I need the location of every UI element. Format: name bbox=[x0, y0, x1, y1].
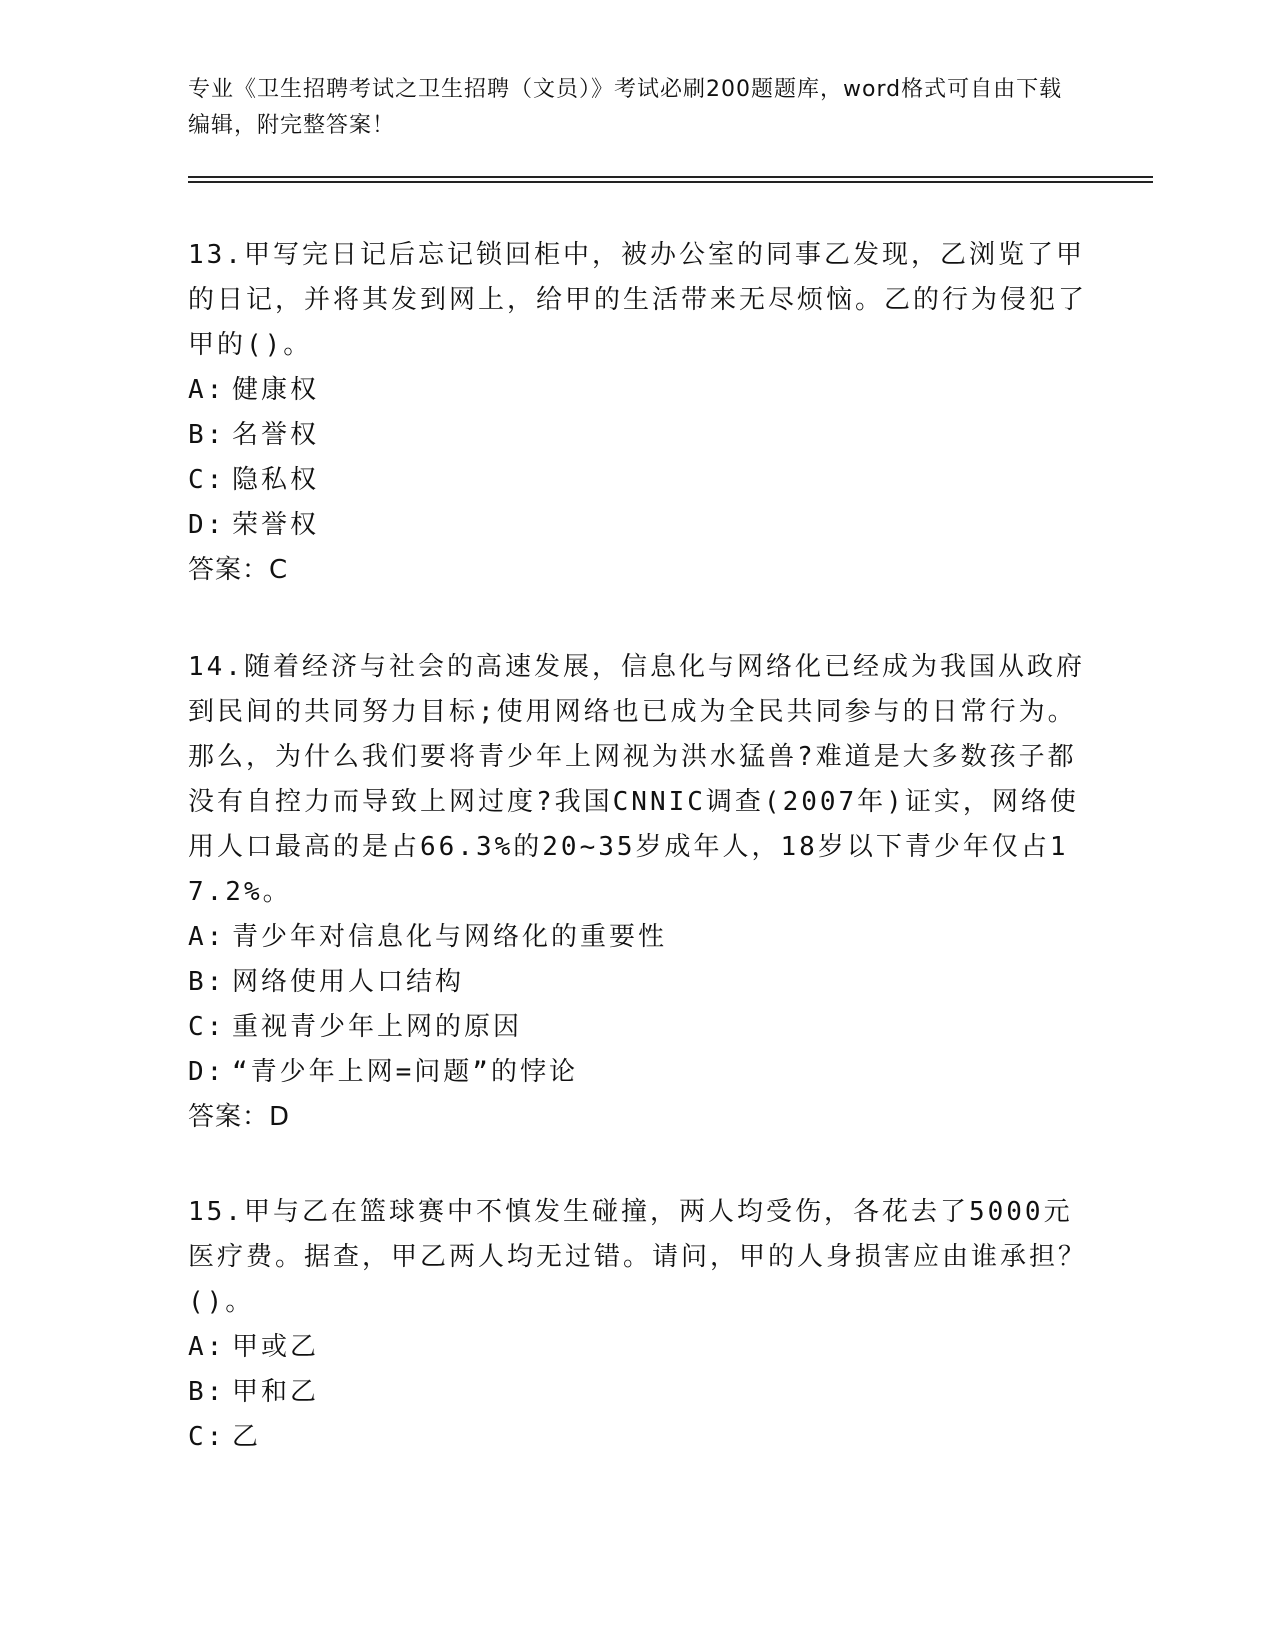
option-letter: A: bbox=[188, 922, 226, 952]
option-b bbox=[188, 1370, 1088, 1415]
option-text: 健康权 bbox=[232, 375, 320, 405]
option-a bbox=[188, 368, 1088, 413]
option-letter: A: bbox=[188, 375, 226, 405]
option-text: 青少年对信息化与网络化的重要性 bbox=[232, 922, 668, 952]
option-letter: A: bbox=[188, 1332, 226, 1362]
option-letter: D: bbox=[188, 510, 226, 540]
answer-line: 答案：D bbox=[188, 1102, 291, 1132]
option-text: 重视青少年上网的原因 bbox=[232, 1012, 523, 1042]
option-c bbox=[188, 458, 1088, 503]
question-stem: 13.甲写完日记后忘记锁回柜中，被办公室的同事乙发现，乙浏览了甲的日记，并将其发到网上，给甲的生活带来无尽烦恼。乙的行为侵犯了甲的()。 bbox=[188, 240, 1088, 360]
header-divider-top bbox=[188, 176, 1153, 178]
option-d bbox=[188, 1050, 1088, 1095]
option-text: 甲或乙 bbox=[232, 1332, 320, 1362]
option-text: 荣誉权 bbox=[232, 510, 320, 540]
option-text: 名誉权 bbox=[232, 420, 320, 450]
option-c bbox=[188, 1415, 1088, 1460]
option-b bbox=[188, 960, 1088, 1005]
option-a bbox=[188, 915, 1088, 960]
option-text: “青少年上网=问题”的悖论 bbox=[232, 1057, 578, 1087]
option-letter: B: bbox=[188, 1377, 226, 1407]
option-text: 网络使用人口结构 bbox=[232, 967, 465, 997]
option-b bbox=[188, 413, 1088, 458]
question-14 bbox=[188, 645, 1088, 1140]
option-letter: C: bbox=[188, 1012, 226, 1042]
option-text: 乙 bbox=[232, 1422, 262, 1452]
document-header: 专业《卫生招聘考试之卫生招聘（文员）》考试必刷200题题库，word格式可自由下载编辑，附完整答案！ bbox=[188, 77, 1063, 138]
option-letter: B: bbox=[188, 967, 226, 997]
option-letter: B: bbox=[188, 420, 226, 450]
answer-line: 答案：C bbox=[188, 555, 289, 585]
option-text: 隐私权 bbox=[232, 465, 320, 495]
option-a bbox=[188, 1325, 1088, 1370]
option-letter: C: bbox=[188, 1422, 226, 1452]
question-15 bbox=[188, 1190, 1088, 1460]
question-13 bbox=[188, 233, 1088, 593]
option-letter: C: bbox=[188, 465, 226, 495]
option-letter: D: bbox=[188, 1057, 226, 1087]
option-c bbox=[188, 1005, 1088, 1050]
header-divider-bottom bbox=[188, 181, 1153, 183]
question-stem: 14.随着经济与社会的高速发展，信息化与网络化已经成为我国从政府到民间的共同努力目标;使用网络也已成为全民共同参与的日常行为。那么，为什么我们要将青少年上网视为洪水猛兽?难道是大多数孩子都没有自控力而导致上网过度?我国CNNIC调查(2007年)证实，网络使用人口最高的是占66.3%的20~35岁成年人，18岁以下青少年仅占17.2%。 bbox=[188, 652, 1085, 907]
question-stem: 15.甲与乙在篮球赛中不慎发生碰撞，两人均受伤，各花去了5000元医疗费。据查，甲乙两人均无过错。请问，甲的人身损害应由谁承担？()。 bbox=[188, 1197, 1088, 1317]
option-d bbox=[188, 503, 1088, 548]
option-text: 甲和乙 bbox=[232, 1377, 320, 1407]
